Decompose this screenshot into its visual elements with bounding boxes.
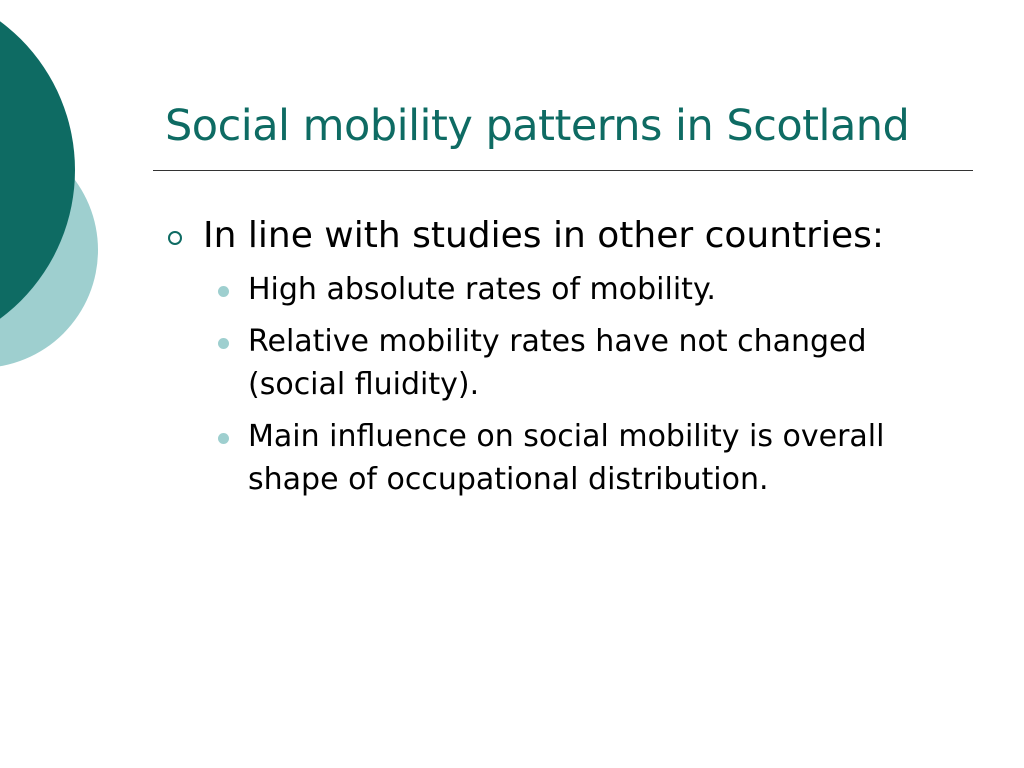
title-divider (153, 170, 973, 171)
sub-bullet-item (210, 268, 905, 311)
sub-bullet-item (210, 415, 905, 501)
filled-circle-bullet-icon (218, 338, 229, 349)
sub-bullet-text: Relative mobility rates have not changed (social fluidity). (248, 324, 867, 402)
slide-body (165, 212, 905, 510)
bullet-item (165, 212, 905, 259)
sub-bullet-text: High absolute rates of mobility. (248, 272, 716, 307)
decorative-circles (0, 0, 120, 420)
bullet-text: In line with studies in other countries: (203, 215, 885, 256)
slide-title: Social mobility patterns in Scotland (165, 101, 910, 151)
sub-bullet-text: Main influence on social mobility is overall shape of occupational distribution. (248, 419, 885, 497)
hollow-circle-bullet-icon (168, 231, 182, 245)
filled-circle-bullet-icon (218, 286, 229, 297)
sub-bullet-item (210, 320, 905, 406)
sub-bullet-list (165, 268, 905, 501)
filled-circle-bullet-icon (218, 433, 229, 444)
